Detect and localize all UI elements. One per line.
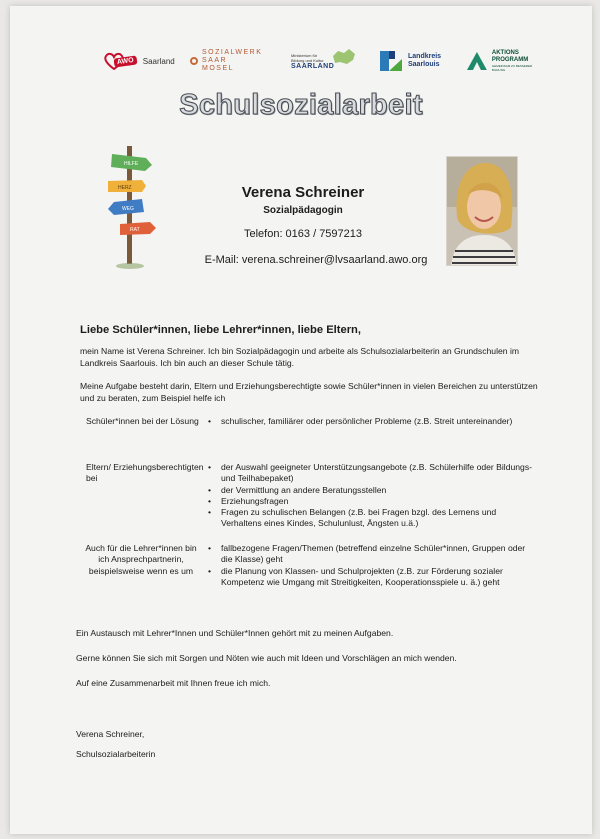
- svg-text:WEG: WEG: [122, 206, 134, 212]
- aktionsprogramm-mark-icon: [466, 51, 488, 71]
- letter-greeting: Liebe Schüler*innen, liebe Lehrer*innen, liebe Eltern,: [80, 324, 362, 336]
- saarland-map-icon: [331, 48, 357, 66]
- letter-exchange: Ein Austausch mit Lehrer*Innen und Schüler*Innen gehört mit zu meinen Aufgaben.: [76, 628, 394, 638]
- list-item: • schulischer, familiärer oder persönlicher Probleme (z.B. Streit untereinander): [208, 416, 534, 427]
- bullet-list-teachers: [208, 543, 534, 588]
- sozialwerk-mark-icon: [190, 57, 198, 65]
- portrait-photo: [446, 156, 518, 266]
- signature-role: Schulsozialarbeiterin: [76, 749, 156, 759]
- landkreis-saarlouis-logo: Landkreis Saarlouis: [378, 44, 441, 78]
- list-item: • Erziehungsfragen: [208, 496, 534, 507]
- contact-role: Sozialpädagogin: [263, 205, 343, 216]
- contact-phone: Telefon: 0163 / 7597213: [243, 228, 363, 240]
- logo-row: [96, 44, 546, 78]
- ministerium-logo: Ministerium für Bildung und Kultur SAARLAND: [291, 44, 334, 78]
- page-title: Schulsozialarbeit: [179, 89, 423, 121]
- signature-name: Verena Schreiner,: [76, 729, 145, 739]
- row-label-teachers: Auch für die Lehrer*innen bin ich Ansprechpartnerin, beispielsweise wenn es um: [85, 543, 197, 576]
- sozialwerk-logo: SOZIALWERK SAAR MOSEL: [190, 44, 262, 78]
- portrait-icon: [447, 157, 518, 266]
- landkreis-mark-icon: [378, 49, 404, 73]
- svg-text:RAT: RAT: [130, 227, 140, 233]
- letter-closing: Auf eine Zusammenarbeit mit Ihnen freue ich mich.: [76, 678, 271, 688]
- list-item: • der Vermittlung an andere Beratungsstellen: [208, 485, 534, 496]
- list-item: • der Auswahl geeigneter Unterstützungsangebote (z.B. Schülerhilfe oder Bildungs- und Teilhabepaket): [208, 462, 534, 485]
- signpost-icon: [100, 142, 160, 270]
- list-item: • fallbezogene Fragen/Themen (betreffend einzelne Schüler*innen, Gruppen oder die Klasse) geht: [208, 543, 534, 566]
- letter-contact-invite: Gerne können Sie sich mit Sorgen und Nöten wie auch mit Ideen und Vorschlägen an mich wenden.: [76, 653, 457, 663]
- svg-text:HERZ: HERZ: [118, 185, 132, 191]
- row-label-parents: Eltern/ Erziehungsberechtigten bei: [86, 462, 204, 484]
- document-page: [10, 6, 592, 834]
- letter-intro: mein Name ist Verena Schreiner. Ich bin Sozialpädagogin und arbeite als Schulsozialarbeiterin an Grundschulen im Landkreis Saarlouis. Ich bin auch an dieser Schule tätig.: [80, 346, 520, 368]
- contact-name: Verena Schreiner: [241, 184, 365, 201]
- list-item: • Fragen zu schulischen Belangen (z.B. bei Fragen bzgl. des Lernens und Verhaltens eines Kindes, Schulunlust, Ängsten u.ä.): [208, 507, 534, 530]
- aktionsprogramm-logo: AKTIONS PROGRAMM GEMEINSAM ZU BESSERER BILDUNG: [466, 44, 546, 78]
- awo-logo: AWO Saarland: [104, 44, 175, 78]
- letter-tasks: Meine Aufgabe besteht darin, Eltern und Erziehungsberechtigte sowie Schüler*innen in vielen Bereichen zu unterstützen und zu beraten, zum Beispiel helfe ich: [80, 381, 538, 403]
- row-label-students: Schüler*innen bei der Lösung: [86, 416, 199, 426]
- contact-email: E-Mail: verena.schreiner@lvsaarland.awo.org: [204, 254, 428, 266]
- svg-text:HILFE: HILFE: [124, 161, 139, 167]
- list-item: • die Planung von Klassen- und Schulprojekten (z.B. zur Förderung sozialer Kompetenz wie Umgang mit Streitigkeiten, Kooperationsspiele u. ä.) geht: [208, 566, 534, 589]
- bullet-list-students: [208, 416, 534, 427]
- bullet-list-parents: [208, 462, 534, 530]
